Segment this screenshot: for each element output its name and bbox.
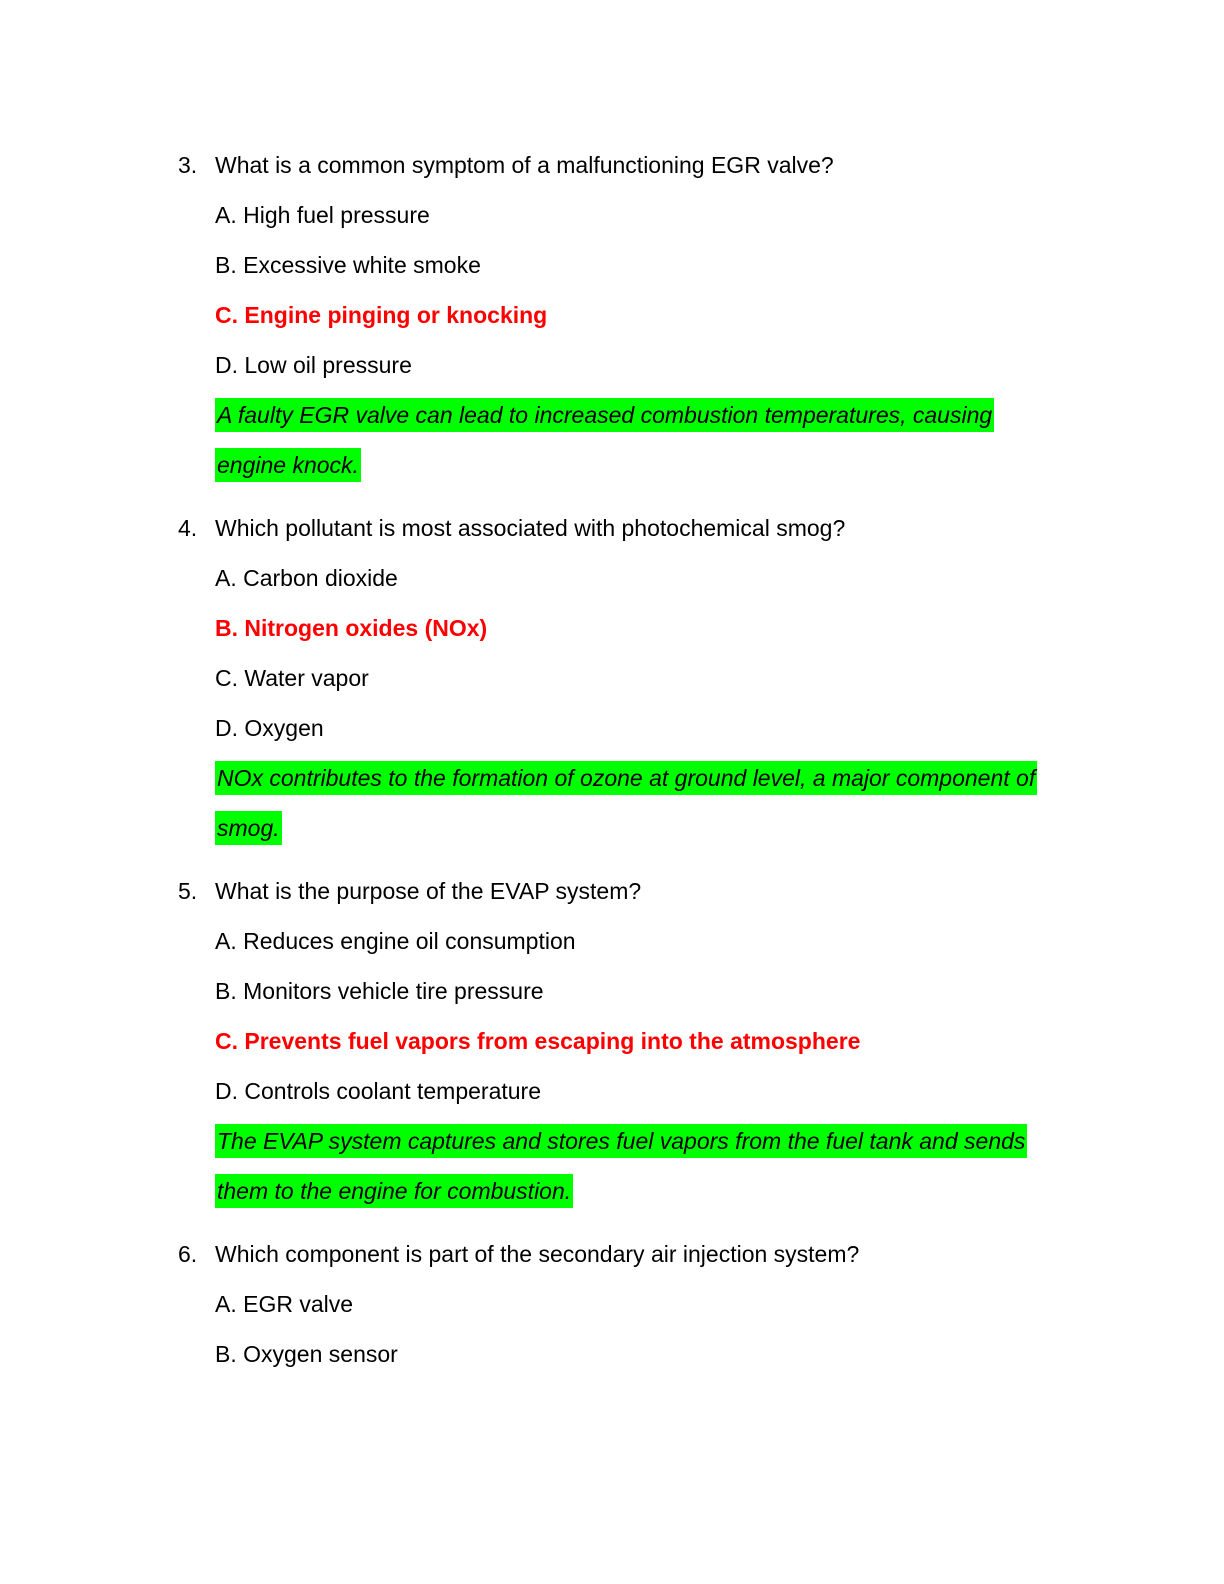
answer-option-correct: C. Engine pinging or knocking (215, 302, 548, 328)
explanation-paragraph (215, 753, 1064, 853)
answer-option: D. Oxygen (215, 715, 324, 741)
explanation-highlight: NOx contributes to the formation of ozone at ground level, a major component of smog. (215, 761, 1037, 845)
answer-option: B. Excessive white smoke (215, 252, 481, 278)
question-number: 3. (178, 152, 198, 178)
explanation-highlight: The EVAP system captures and stores fuel vapors from the fuel tank and sends them to the engine for combustion. (215, 1124, 1027, 1208)
answer-option: D. Low oil pressure (215, 352, 412, 378)
question-body (215, 916, 1064, 1216)
question-number: 4. (178, 515, 198, 541)
question-block (178, 503, 1064, 853)
question-body (215, 1279, 1064, 1379)
question-text: Which pollutant is most associated with photochemical smog? (215, 515, 846, 541)
explanation-paragraph (215, 390, 1064, 490)
answer-option: D. Controls coolant temperature (215, 1078, 541, 1104)
answer-option: A. Reduces engine oil consumption (215, 928, 576, 954)
question-number: 6. (178, 1241, 198, 1267)
questions-list (178, 140, 1064, 1379)
answer-option: B. Monitors vehicle tire pressure (215, 978, 544, 1004)
question-block (178, 866, 1064, 1216)
answer-option-correct: B. Nitrogen oxides (NOx) (215, 615, 488, 641)
question-heading (178, 1229, 1064, 1279)
question-block (178, 1229, 1064, 1379)
question-heading (178, 140, 1064, 190)
question-text: What is the purpose of the EVAP system? (215, 878, 642, 904)
question-body (215, 553, 1064, 853)
question-heading (178, 866, 1064, 916)
question-number: 5. (178, 878, 198, 904)
question-block (178, 140, 1064, 490)
answer-option: A. EGR valve (215, 1291, 354, 1317)
explanation-highlight: A faulty EGR valve can lead to increased combustion temperatures, causing engine knock. (215, 398, 994, 482)
answer-option: A. High fuel pressure (215, 202, 430, 228)
question-text: Which component is part of the secondary air injection system? (215, 1241, 860, 1267)
answer-option-correct: C. Prevents fuel vapors from escaping into the atmosphere (215, 1028, 861, 1054)
explanation-paragraph (215, 1116, 1064, 1216)
question-body (215, 190, 1064, 490)
answer-option: A. Carbon dioxide (215, 565, 398, 591)
question-heading (178, 503, 1064, 553)
question-text: What is a common symptom of a malfunctioning EGR valve? (215, 152, 834, 178)
answer-option: C. Water vapor (215, 665, 369, 691)
answer-option: B. Oxygen sensor (215, 1341, 398, 1367)
